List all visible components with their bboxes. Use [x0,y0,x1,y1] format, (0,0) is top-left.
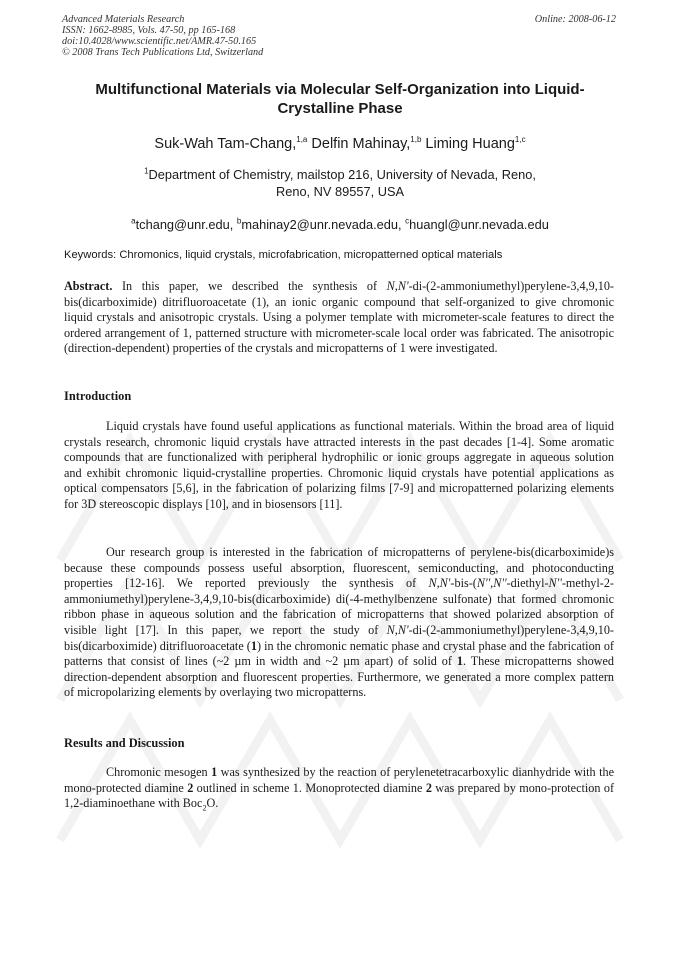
keywords: Keywords: Chromonics, liquid crystals, microfabrication, micropatterned optical materials [64,249,503,261]
doi-line: doi:10.4028/www.scientific.net/AMR.47-50.165 [62,36,257,47]
intro-paragraph-1: Liquid crystals have found useful applications as functional materials. Within the broad area of liquid crystals research, chromonic liquid crystals have attracted interests in the past decades [1-4]. Some aromatic compounds that are functionalized with peripheral hydrophilic or ionic groups aggregate in aqueous solution and exhibit chromonic liquid-crystalline properties. Chromonic liquid crystals have potential applications as optical compensators [5,6], in the fabrication of polarizing films [7-9] and micropatterned polarizing elements for 3D stereoscopic displays [10], and in biosensors [11]. [64,419,614,511]
compound-number: 2 [425,780,432,795]
email-link[interactable]: tchang@unr.edu, [135,217,234,232]
affiliation [60,166,620,200]
email-mark: a [131,216,136,226]
paragraph-text: Chromonic mesogen [106,765,212,779]
compound-number: 1 [456,654,463,669]
intro-paragraph-2 [64,545,614,701]
author-affil-mark: 1,c [514,135,526,145]
copyright-line: © 2008 Trans Tech Publications Ltd, Switzerland [62,47,264,58]
email-link[interactable]: huangl@unr.nevada.edu [409,217,549,232]
introduction-heading: Introduction [64,389,132,403]
compound-number: 1 [211,765,218,779]
paragraph-text: Our research group is interested in the fabrication of micropatterns of perylene-bis(dicarboximide)s because these compounds possess useful absorption, fluorescent, semiconducting, and photoconducting properties [12-16]. We reported previously the synthesis of [64,545,614,591]
paragraph-text: -diethyl- [506,576,549,591]
affiliation-mark: 1 [144,166,149,176]
author-list [60,135,620,153]
italic-text: N,N' [428,576,451,591]
affiliation-line: Department of Chemistry, mailstop 216, University of Nevada, Reno, [148,167,536,182]
results-heading: Results and Discussion [64,736,185,750]
abstract-text: -di-(2-ammoniumethyl)perylene-3,4,9,10-bis(dicarboximide) ditrifluoroacetate (1), an ionic organic compound that self-organized to give chromonic liquid crystals and anisotropic crystals. Using a polymer template with micrometer-scale features to direct the ordered arrangement of 1, patterned structure with micrometer-scale local order was fabricated. The anisotropic (direction-dependent) properties of the crystals and micropatterns of 1 were investigated. [64,279,614,356]
online-date: Online: 2008-06-12 [534,14,616,25]
subscript: 2 [202,803,207,813]
issn-line: ISSN: 1662-8985, Vols. 47-50, pp 165-168 [62,25,236,36]
italic-text: N'' [548,576,562,591]
paragraph-text: was synthesized by the reaction of perylenetetracarboxylic dianhydride with the mono-protected diamine [64,765,614,795]
affiliation-line: Reno, NV 89557, USA [275,184,405,199]
paragraph-text: outlined in scheme 1. Monoprotected diamine [193,780,426,795]
email-mark: b [236,216,242,226]
abstract-compound: N,N' [386,279,409,293]
author-name: Delfin Mahinay, [311,136,411,152]
author-name: Suk-Wah Tam-Chang, [154,136,297,152]
paper-title: Multifunctional Materials via Molecular Self-Organization into Liquid-Crystalline Phase [95,81,585,117]
author-affil-mark: 1,b [410,135,422,145]
compound-number: 2 [187,780,194,795]
paragraph-text: -methyl-2-ammoniumethyl)perylene-3,4,9,10-bis(dicarboximide) di(-4-methylbenzene sulfonate) that formed chromonic ribbon phase in aqueous solution and the fabrication of micropatterns that showed polarized absorption of visible light [17]. In this paper, we report the study of [64,576,614,637]
author-affil-mark: 1,a [296,135,308,145]
paragraph-text: -di-(2-ammoniumethyl)perylene-3,4,9,10-bis(dicarboximide) ditrifluoroacetate ( [64,622,614,653]
paragraph-text: -bis-( [450,576,477,591]
journal-name: Advanced Materials Research [62,14,185,25]
results-paragraph [64,765,614,812]
italic-text: N'',N'' [476,576,507,591]
abstract-text: In this paper, we described the synthesis of [121,279,387,293]
email-link[interactable]: mahinay2@unr.nevada.edu, [241,217,402,232]
email-mark: c [405,216,410,226]
italic-text: N,N' [386,622,409,637]
paragraph-text: O. [206,796,219,811]
paragraph-text: ) in the chromonic nematic phase and crystal phase and the fabrication of patterns that consist of lines (~2 µm in width and ~2 µm apart) of solid of [64,638,614,669]
journal-header [62,14,616,58]
email-list [60,216,620,233]
paragraph-text: . These micropatterns showed direction-dependent absorption and fluorescent properties. Furthermore, we generated a more complex pattern of micropolarizing elements by overlaying two micropatterns. [64,654,614,700]
abstract [64,279,614,357]
author-name: Liming Huang [425,136,515,152]
abstract-label: Abstract. [64,279,113,293]
paragraph-text: was prepared by mono-protection of 1,2-diaminoethane with Boc [64,780,615,811]
compound-number: 1 [250,638,257,653]
